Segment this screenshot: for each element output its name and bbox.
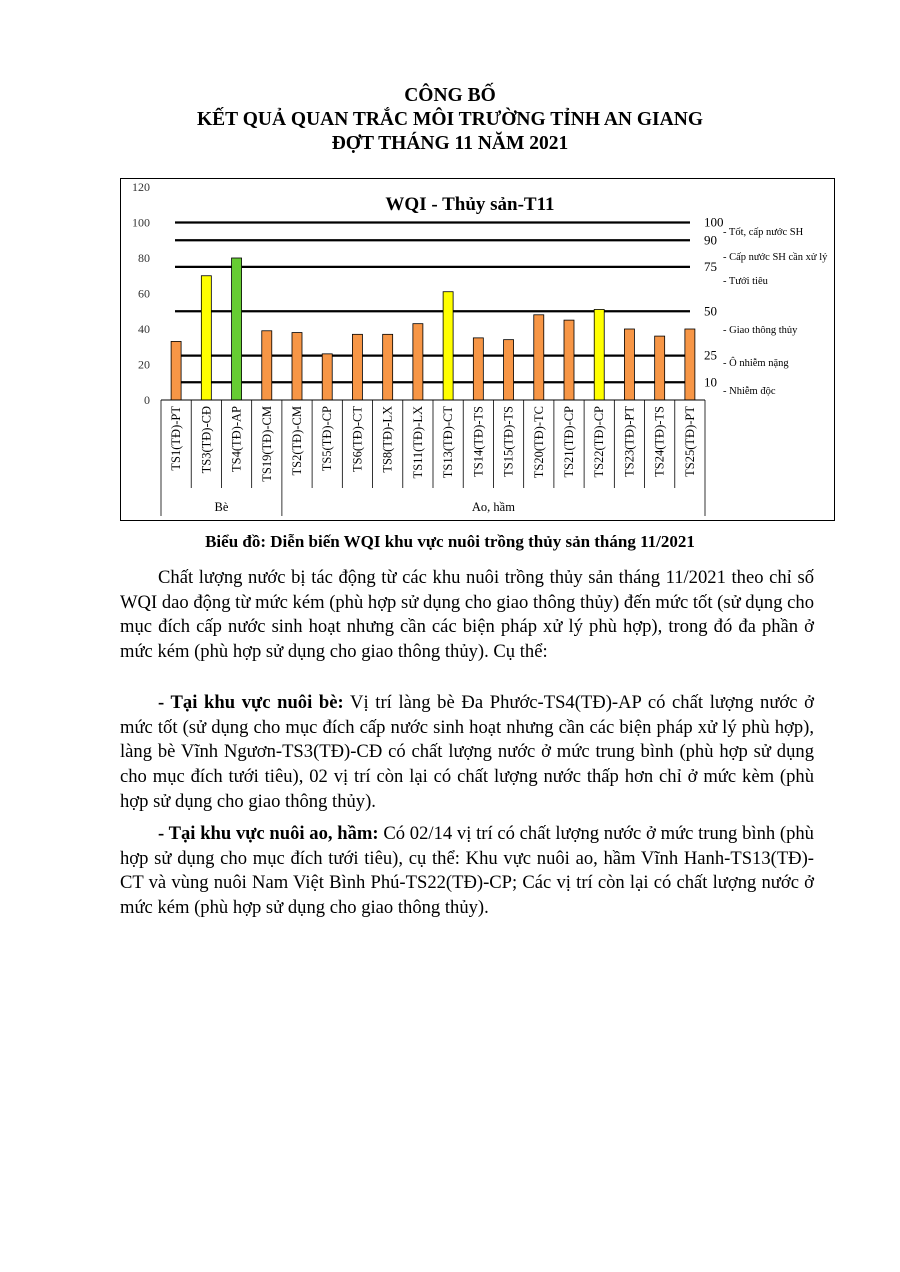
bar-TS13(TĐ)-CT <box>443 292 453 400</box>
y-tick-label: 120 <box>132 180 150 194</box>
x-tick-label: TS1(TĐ)-PT <box>169 406 184 471</box>
y-tick-label: 80 <box>138 251 150 265</box>
paragraph-intro: Chất lượng nước bị tác động từ các khu nuôi trồng thủy sản tháng 11/2021 theo chỉ số WQI dao động từ mức kém (phù hợp sử dụng cho giao thông thủy) đến mức tốt (sử dụng cho mục đích cấp nước sinh hoạt nhưng cần các biện pháp xử lý phù hợp), trong đó đa phần ở mức kém (phù hợp sử dụng cho giao thông thủy). Cụ thể: <box>120 567 814 663</box>
bar-TS19(TĐ)-CM <box>262 331 272 400</box>
threshold-description: - Ô nhiễm nặng <box>723 358 789 369</box>
x-tick-label: TS8(TĐ)-LX <box>380 406 395 473</box>
threshold-description: - Giao thông thủy <box>723 325 798 336</box>
x-tick-label: TS6(TĐ)-CT <box>350 406 365 472</box>
threshold-value-label: 10 <box>704 374 717 390</box>
bar-TS1(TĐ)-PT <box>171 341 181 400</box>
threshold-value-label: 50 <box>704 303 717 319</box>
x-tick-label: TS4(TĐ)-AP <box>229 406 244 472</box>
paragraph-pond-area <box>120 822 814 921</box>
x-tick-label: TS24(TĐ)-TS <box>652 406 667 477</box>
bar-TS11(TĐ)-LX <box>413 324 423 400</box>
y-tick-label: 0 <box>144 393 150 407</box>
doc-title-line3: ĐỢT THÁNG 11 NĂM 2021 <box>331 133 569 154</box>
x-tick-label: TS13(TĐ)-CT <box>441 406 456 479</box>
threshold-description: - Tốt, cấp nước SH <box>723 227 804 238</box>
threshold-value-label: 25 <box>704 347 717 363</box>
pond-area-text: Có 02/14 vị trí có chất lượng nước ở mức trung bình (phù hợp sử dụng cho mục đích tưới tiêu), cụ thể: Khu vực nuôi ao, hầm Vĩnh Hanh-TS13(TĐ)-CT và vùng nuôi Nam Việt Bình Phú-TS22(TĐ)-CP; Các vị trí còn lại có chất lượng nước ở mức kém (phù hợp sử dụng cho giao thông thủy). <box>120 823 814 919</box>
x-tick-label: TS19(TĐ)-CM <box>259 406 274 482</box>
bar-TS6(TĐ)-CT <box>352 334 362 400</box>
y-tick-label: 20 <box>138 357 150 372</box>
bar-TS25(TĐ)-PT <box>685 329 695 400</box>
threshold-value-label: 75 <box>704 258 717 274</box>
bar-TS21(TĐ)-CP <box>564 320 574 400</box>
doc-title-line2: KẾT QUẢ QUAN TRẮC MÔI TRƯỜNG TỈNH AN GIANG <box>197 109 703 130</box>
bar-TS24(TĐ)-TS <box>655 336 665 400</box>
x-tick-label: TS2(TĐ)-CM <box>290 406 304 476</box>
y-tick-label: 100 <box>132 215 150 230</box>
y-tick-label: 40 <box>138 322 150 336</box>
x-tick-label: TS15(TĐ)-TS <box>501 406 516 477</box>
group-label: Bè <box>214 500 229 514</box>
wqi-chart-svg <box>120 178 835 521</box>
threshold-description: - Cấp nước SH cần xử lý <box>723 252 828 263</box>
threshold-value-label: 90 <box>704 232 717 248</box>
bar-TS2(TĐ)-CM <box>292 333 302 400</box>
doc-title-line1: CÔNG BỐ <box>404 85 496 106</box>
x-tick-label: TS5(TĐ)-CP <box>320 406 335 472</box>
bar-TS23(TĐ)-PT <box>624 329 634 400</box>
bar-TS22(TĐ)-CP <box>594 309 604 400</box>
bar-TS8(TĐ)-LX <box>383 334 393 400</box>
x-tick-label: TS22(TĐ)-CP <box>592 406 607 478</box>
threshold-description: - Nhiễm độc <box>723 386 776 397</box>
x-tick-label: TS21(TĐ)-CP <box>562 406 576 478</box>
cage-area-heading: - Tại khu vực nuôi bè: <box>158 692 344 713</box>
chart-caption: Biểu đồ: Diễn biến WQI khu vực nuôi trồng thủy sản tháng 11/2021 <box>205 532 695 551</box>
bar-TS4(TĐ)-AP <box>232 258 242 400</box>
x-tick-label: TS23(TĐ)-PT <box>622 406 637 477</box>
pond-area-heading: - Tại khu vực nuôi ao, hầm: <box>158 823 379 844</box>
bar-TS5(TĐ)-CP <box>322 354 332 400</box>
bar-TS14(TĐ)-TS <box>473 338 483 400</box>
bar-TS3(TĐ)-CĐ <box>201 276 211 400</box>
x-tick-label: TS14(TĐ)-TS <box>471 406 486 477</box>
threshold-value-label: 100 <box>704 214 724 230</box>
y-tick-label: 60 <box>138 286 150 301</box>
x-tick-label: TS20(TĐ)-TC <box>531 406 546 479</box>
threshold-description: - Tưới tiêu <box>723 276 768 287</box>
bar-TS15(TĐ)-TS <box>504 340 514 400</box>
wqi-chart <box>120 178 835 521</box>
paragraph-cage-area <box>120 691 814 815</box>
group-label: Ao, hầm <box>471 500 515 514</box>
x-tick-label: TS11(TĐ)-LX <box>410 406 425 479</box>
bar-TS20(TĐ)-TC <box>534 315 544 400</box>
chart-title: WQI - Thủy sản-T11 <box>385 194 555 215</box>
x-tick-label: TS25(TĐ)-PT <box>682 406 697 477</box>
cage-area-text: Vị trí làng bè Đa Phước-TS4(TĐ)-AP có chất lượng nước ở mức tốt (sử dụng cho mục đích cấp nước sinh hoạt nhưng cần các biện pháp xử lý phù hợp), làng bè Vĩnh Ngươn-TS3(TĐ)-CĐ có chất lượng nước ở mức trung bình (phù hợp sử dụng cho mục đích tưới tiêu), 02 vị trí còn lại có chất lượng nước thấp hơn chỉ ở mức kèm (phù hợp sử dụng cho giao thông thủy). <box>120 692 814 812</box>
x-tick-label: TS3(TĐ)-CĐ <box>199 406 214 474</box>
